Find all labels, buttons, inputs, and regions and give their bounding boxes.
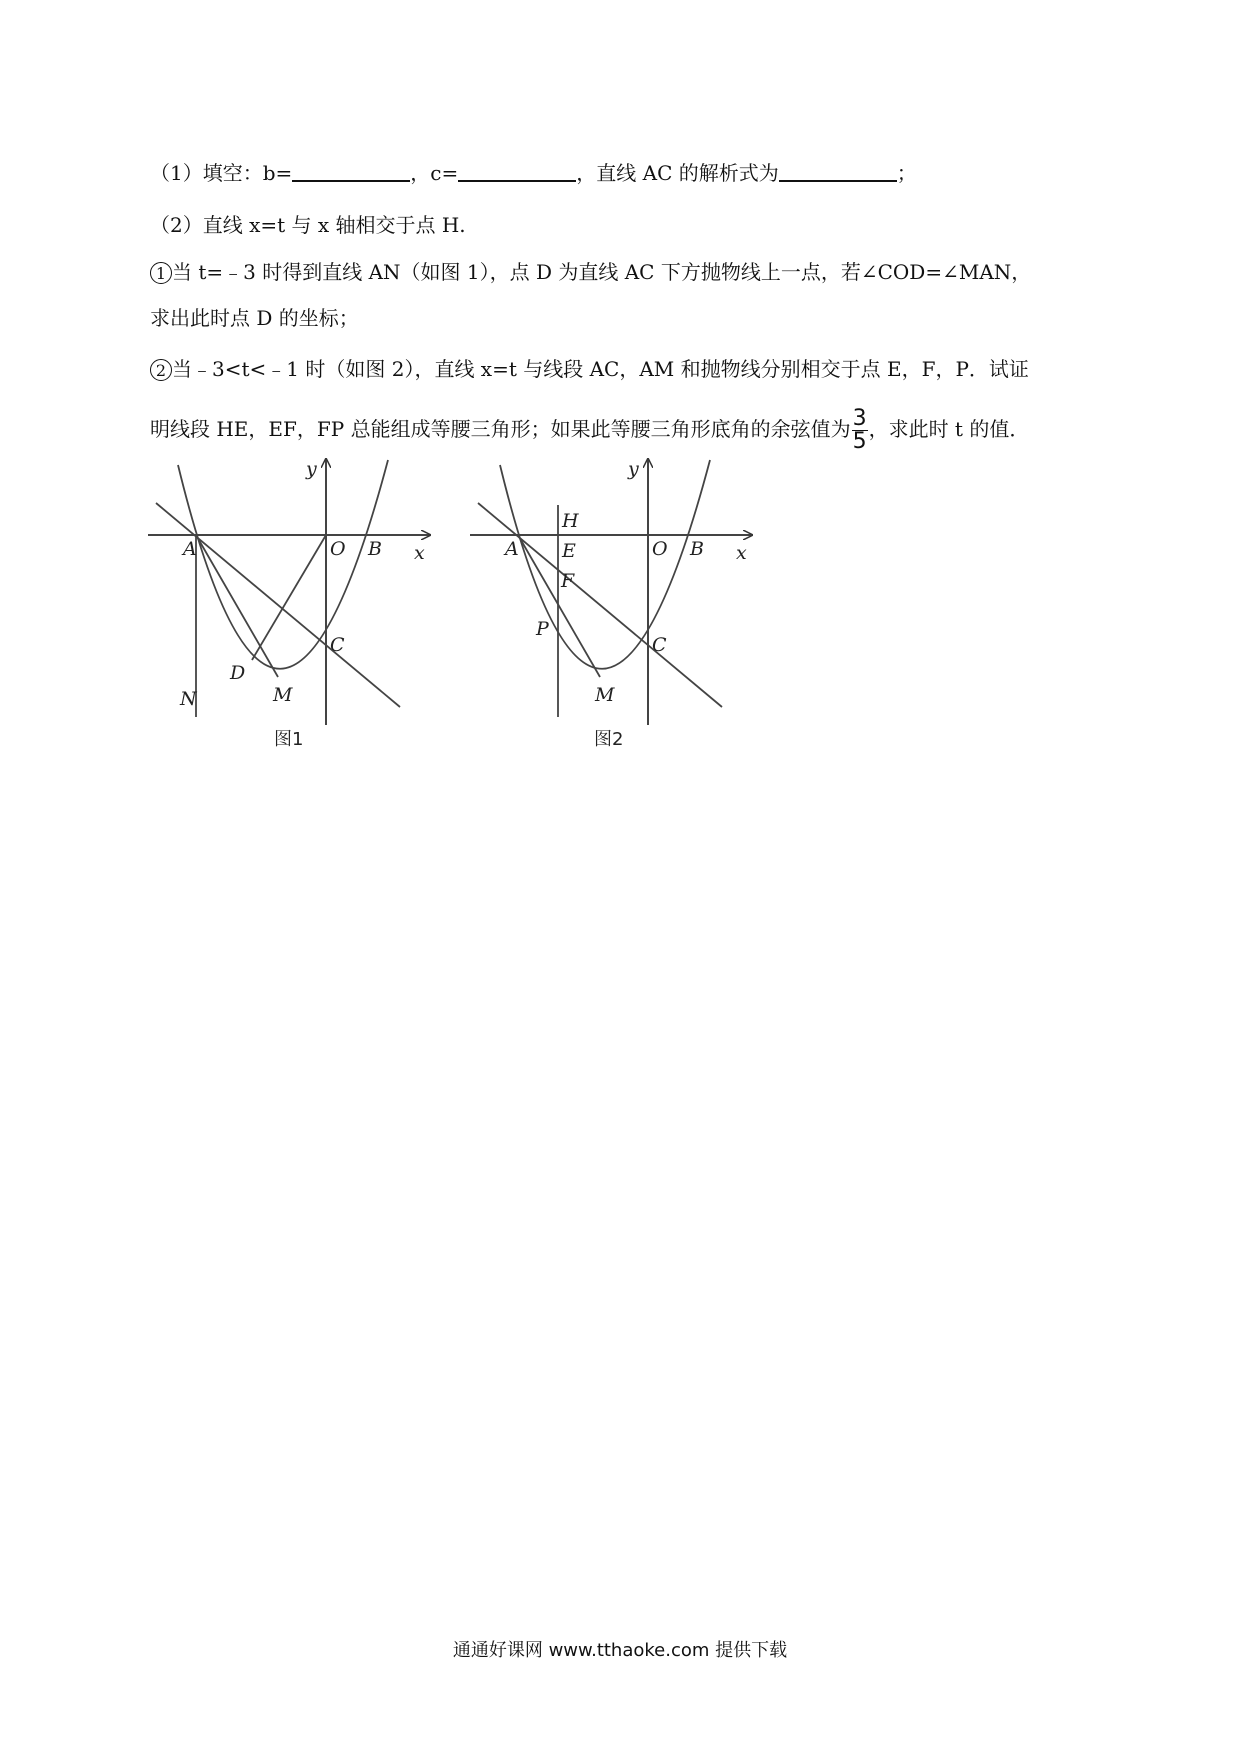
label-n: N [180, 688, 197, 710]
label-e: E [562, 540, 576, 562]
label-o: O [330, 538, 346, 560]
label-x: x [414, 542, 425, 564]
sub2-line1 [150, 354, 1029, 384]
label-c: C [330, 634, 345, 656]
sub1-line2 [150, 303, 359, 333]
sub1-text2: 求出此时点 D 的坐标； [150, 306, 359, 330]
part1-prefix: （1）填空：b= [150, 161, 293, 185]
fraction-denominator: 5 [852, 429, 867, 454]
blank-c [458, 160, 576, 182]
sub2-text1: 当﹣3<t<﹣1 时（如图 2），直线 x=t 与线段 AC，AM 和抛物线分别相交于点 E，F，P．试证 [172, 357, 1029, 381]
line-am [196, 535, 278, 677]
label-b: B [368, 538, 382, 560]
part1-sep2: ，直线 AC 的解析式为 [576, 161, 779, 185]
label-a: A [183, 538, 197, 560]
sub2-text2-before: 明线段 HE，EF，FP 总能组成等腰三角形；如果此等腰三角形底角的余弦值为 [150, 417, 851, 441]
sub2-line2 [150, 408, 1029, 453]
blank-ac [779, 160, 897, 182]
label-c: C [652, 634, 667, 656]
part2-text: （2）直线 x=t 与 x 轴相交于点 H. [150, 213, 466, 237]
line-am [518, 535, 600, 677]
sub1-line1 [150, 257, 1031, 287]
label-x: x [736, 542, 747, 564]
sub2-text2-after: ，求此时 t 的值． [868, 417, 1030, 441]
circled-number-1: 1 [150, 262, 172, 284]
label-f: F [561, 570, 575, 592]
part1-sep1: ，c= [410, 161, 459, 185]
label-a: A [505, 538, 519, 560]
label-d: D [230, 662, 246, 684]
label-m: M [273, 684, 293, 706]
line-od [252, 535, 326, 660]
page-footer: 通通好课网 www.tthaoke.com 提供下载 [452, 1640, 788, 1661]
figure-1-diagram [148, 455, 450, 755]
fraction-cosine [852, 408, 868, 453]
label-o: O [652, 538, 668, 560]
sub1-text1: 当 t=﹣3 时得到直线 AN（如图 1），点 D 为直线 AC 下方抛物线上一点，若∠COD=∠MAN， [172, 260, 1032, 284]
label-h: H [562, 510, 579, 532]
figure-2-caption: 图2 [594, 729, 624, 750]
fraction-numerator: 3 [852, 406, 867, 431]
figure-1-caption: 图1 [274, 729, 304, 750]
part1-line [150, 158, 917, 188]
figure-2-diagram [470, 455, 760, 755]
circled-number-2: 2 [150, 359, 172, 381]
label-p: P [536, 618, 549, 640]
parabola [178, 460, 388, 669]
part2-line [150, 210, 466, 240]
part1-end: ； [896, 161, 917, 185]
label-y: y [306, 458, 317, 480]
blank-b [292, 160, 410, 182]
label-m: M [595, 684, 615, 706]
label-y: y [628, 458, 639, 480]
parabola [500, 460, 710, 669]
label-b: B [690, 538, 704, 560]
